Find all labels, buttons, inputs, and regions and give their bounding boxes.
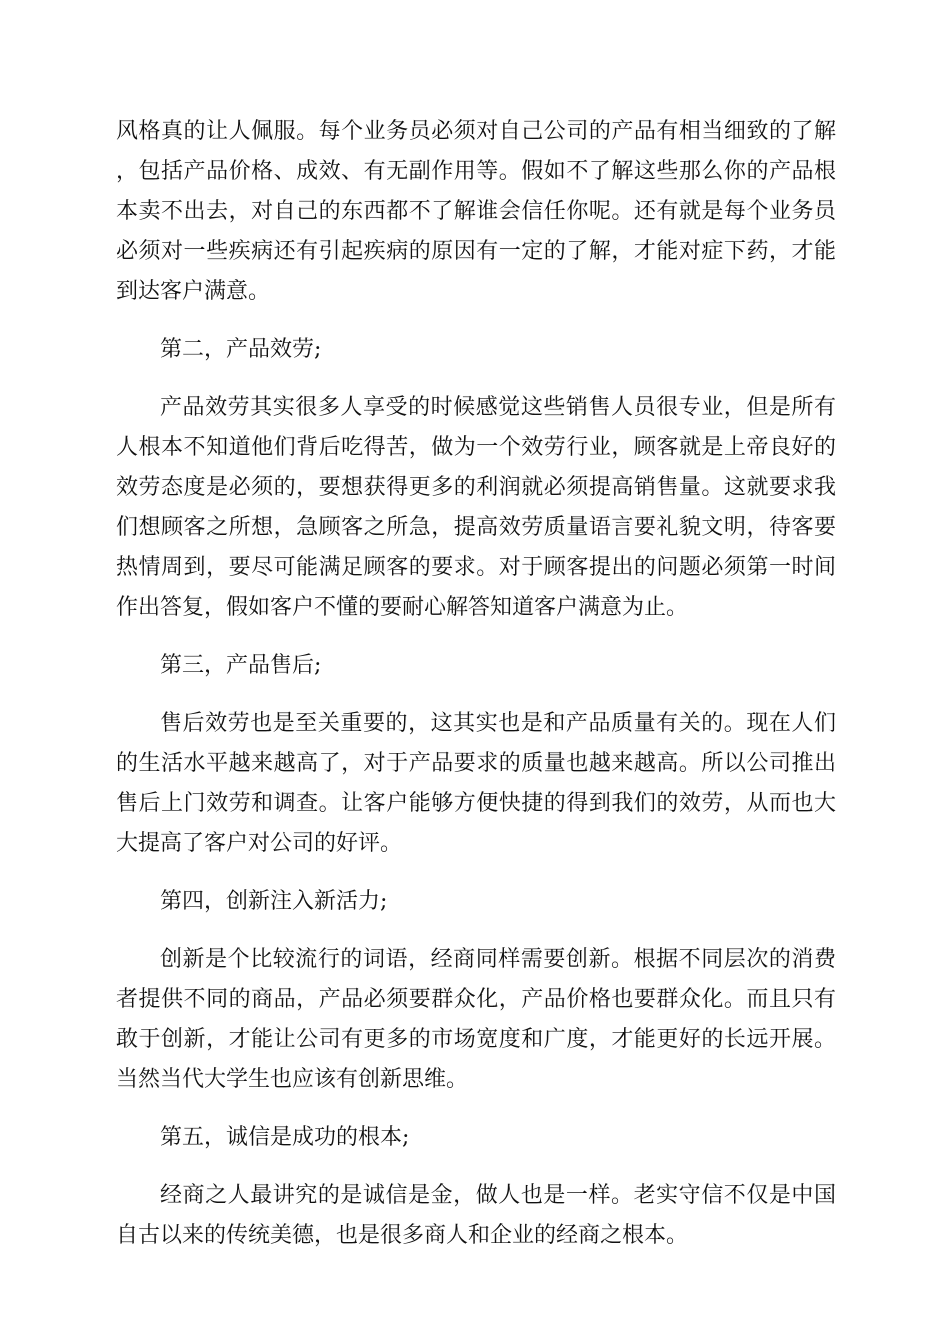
heading-innovation: 第四，创新注入新活力; (160, 889, 388, 914)
document-body (116, 112, 836, 1274)
heading-integrity: 第五，诚信是成功的根本; (160, 1125, 410, 1150)
paragraph-product-knowledge: 风格真的让人佩服。每个业务员必须对自己公司的产品有相当细致的了解，包括产品价格、成效、有无副作用等。假如不了解这些那么你的产品根本卖不出去，对自己的东西都不了解谁会信任你呢。还有就是每个业务员必须对一些疾病还有引起疾病的原因有一定的了解，才能对症下药，才能到达客户满意。 (116, 119, 836, 304)
paragraph-integrity: 经商之人最讲究的是诚信是金，做人也是一样。老实守信不仅是中国自古以来的传统美德，也是很多商人和企业的经商之根本。 (116, 1183, 836, 1248)
paragraph-after-sales: 售后效劳也是至关重要的，这其实也是和产品质量有关的。现在人们的生活水平越来越高了，对于产品要求的质量也越来越高。所以公司推出售后上门效劳和调查。让客户能够方便快捷的得到我们的效劳，从而也大大提高了客户对公司的好评。 (116, 711, 836, 856)
heading-product-service: 第二，产品效劳; (160, 337, 322, 362)
paragraph-product-service: 产品效劳其实很多人享受的时候感觉这些销售人员很专业，但是所有人根本不知道他们背后吃得苦，做为一个效劳行业，顾客就是上帝良好的效劳态度是必须的，要想获得更多的利润就必须提高销售量。这就要求我们想顾客之所想，急顾客之所急，提高效劳质量语言要礼貌文明，待客要热情周到，要尽可能满足顾客的要求。对于顾客提出的问题必须第一时间作出答复，假如客户不懂的要耐心解答知道客户满意为止。 (116, 395, 836, 620)
paragraph-innovation: 创新是个比较流行的词语，经商同样需要创新。根据不同层次的消费者提供不同的商品，产品必须要群众化，产品价格也要群众化。而且只有敢于创新，才能让公司有更多的市场宽度和广度，才能更好的长远开展。当然当代大学生也应该有创新思维。 (116, 947, 836, 1092)
heading-after-sales: 第三，产品售后; (160, 653, 322, 678)
